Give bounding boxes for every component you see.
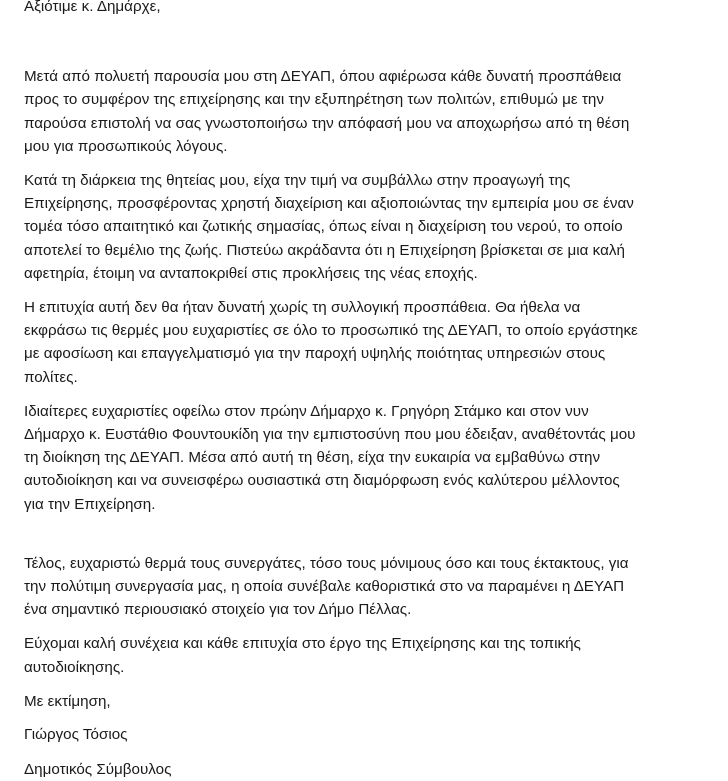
paragraph-mayors-thanks (24, 400, 714, 516)
paragraph-line: Επιχείρησης, προσφέροντας χρηστή διαχείριση και αξιοποιώντας την εμπειρία μου σε έναν (24, 195, 634, 213)
paragraph-line: με αφοσίωση και επαγγελματισμό για την παροχή υψηλής ποιότητας υπηρεσιών στους (24, 345, 606, 363)
paragraph-line: Δήμαρχο κ. Ευστάθιο Φουντουκίδη για την εμπιστοσύνη που μου έδειξαν, αναθέτοντάς μου (24, 426, 636, 444)
paragraph-line: Μετά από πολυετή παρουσία μου στη ΔΕΥΑΠ, όπου αφιέρωσα κάθε δυνατή προσπάθεια (24, 68, 622, 86)
paragraph-line: αποτελεί το θεμέλιο της ζωής. Πιστεύω ακράδαντα ότι η Επιχείρηση βρίσκεται σε μια καλή (24, 241, 625, 259)
paragraph-line: αφετηρία, έτοιμη να ανταποκριθεί στις προκλήσεις της νέας εποχής. (24, 264, 478, 282)
paragraph-line: για την Επιχείρηση. (24, 495, 156, 513)
paragraph-line: την πολύτιμη συνεργασία μας, η οποία συνέβαλε καθοριστικά στο να παραμένει η ΔΕΥΑΠ (24, 578, 625, 596)
paragraph-line: αυτοδιοίκηση και να συνεισφέρω ουσιαστικά στη διαμόρφωση ενός καλύτερου μέλλοντος (24, 472, 620, 490)
letter-body (24, 0, 714, 781)
paragraph-line: παρούσα επιστολή να σας γνωστοποιήσω την απόφασή μου να αποχωρήσω από τη θέση (24, 114, 630, 132)
paragraph-wishes (24, 632, 714, 678)
paragraph-line: Τέλος, ευχαριστώ θερμά τους συνεργάτες, τόσο τους μόνιμους όσο και τους έκτακτους, για (24, 554, 629, 572)
paragraph-line: εκφράσω τις θερμές μου ευχαριστίες σε όλο το προσωπικό της ΔΕΥΑΠ, το οποίο εργάστηκε (24, 322, 638, 340)
paragraph-line: Ιδιαίτερες ευχαριστίες οφείλω στον πρώην Δήμαρχο κ. Γρηγόρη Στάμκο και στον νυν (24, 402, 589, 420)
signature-title: Δημοτικός Σύμβουλος (24, 761, 172, 779)
paragraph-resignation (24, 65, 714, 158)
paragraph-line: αυτοδιοίκησης. (24, 658, 125, 676)
paragraph-colleagues-thanks (24, 552, 714, 622)
paragraph-line: ένα σημαντικό περιουσιακό στοιχείο για τον Δήμο Πέλλας. (24, 601, 412, 619)
paragraph-line: μου για προσωπικούς λόγους. (24, 137, 228, 155)
paragraph-staff-thanks (24, 296, 714, 389)
paragraph-line: τομέα τόσο απαιτητικό και ζωτικής σημασίας, όπως είναι η διαχείριση του νερού, το οποίο (24, 218, 623, 236)
paragraph-tenure (24, 169, 714, 285)
salutation: Αξιότιμε κ. Δημάρχε, (24, 0, 161, 15)
closing: Με εκτίμηση, (24, 692, 111, 710)
signature-name: Γιώργος Τόσιος (24, 726, 128, 744)
paragraph-line: προς το συμφέρον της επιχείρησης και την εξυπηρέτηση των πολιτών, επιθυμώ με την (24, 91, 604, 109)
paragraph-line: Η επιτυχία αυτή δεν θα ήταν δυνατή χωρίς τη συλλογική προσπάθεια. Θα ήθελα να (24, 299, 581, 317)
paragraph-line: πολίτες. (24, 368, 78, 386)
paragraph-line: τη διοίκηση της ΔΕΥΑΠ. Μέσα από αυτή τη θέση, είχα την ευκαιρία να εμβαθύνω στην (24, 449, 601, 467)
paragraph-line: Εύχομαι καλή συνέχεια και κάθε επιτυχία στο έργο της Επιχείρησης και της τοπικής (24, 635, 581, 653)
paragraph-line: Κατά τη διάρκεια της θητείας μου, είχα την τιμή να συμβάλλω στην προαγωγή της (24, 172, 571, 190)
